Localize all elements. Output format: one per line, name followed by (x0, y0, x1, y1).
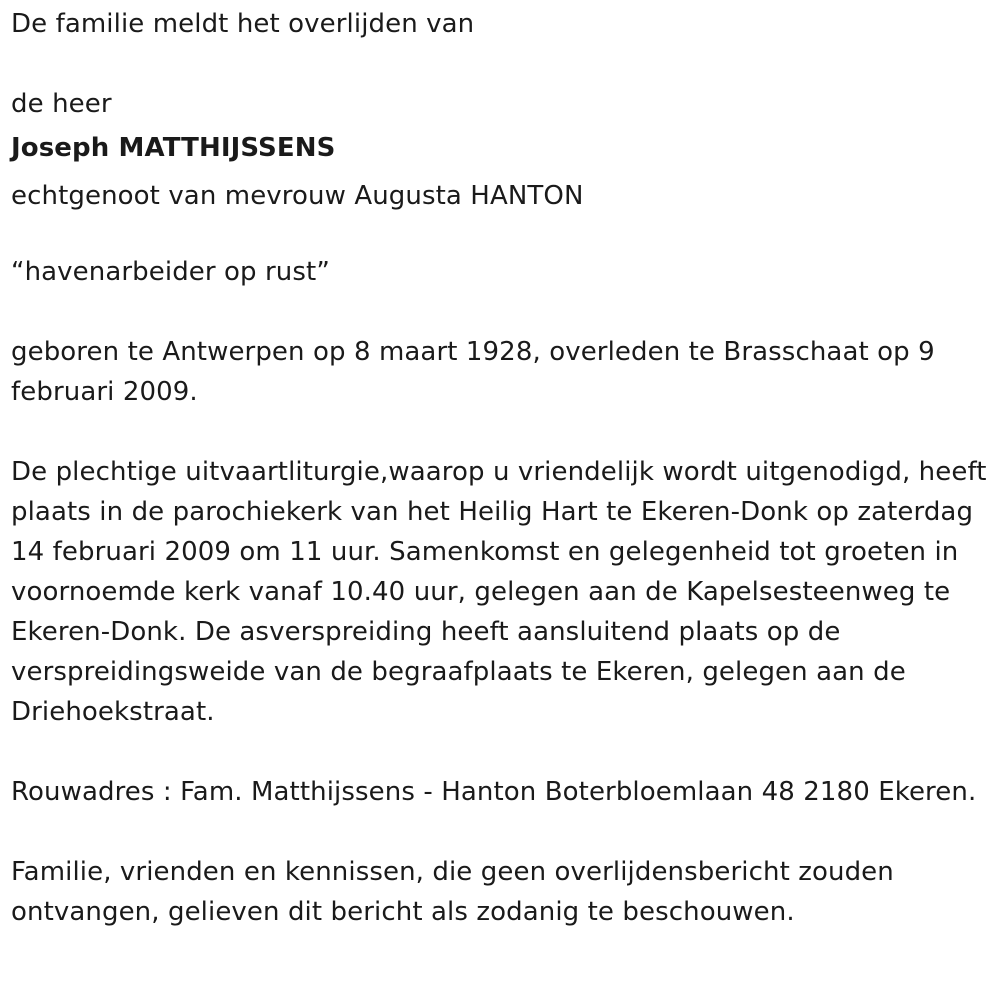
spacer (11, 412, 996, 452)
funeral-text: De plechtige uitvaartliturgie,waarop u vriendelijk wordt uitgenodigd, heeft plaats in de parochiekerk van het Heilig Hart te Ekeren-Donk op zaterdag 14 februari 2009 om 11 uur. Samenkomst en gelegenheid tot groeten in voornoemde kerk vanaf 10.40 uur, gelegen aan de Kapelsesteenweg te Ekeren-Donk. De asverspreiding heeft aansluitend plaats op de verspreidingsweide van de begraafplaats te Ekeren, gelegen aan de Driehoekstraat. (11, 457, 987, 727)
spacer (11, 292, 996, 332)
spacer (11, 220, 996, 252)
spacer (11, 732, 996, 772)
death-notice (11, 4, 996, 932)
spacer (11, 812, 996, 852)
intro-text: De familie meldt het overlijden van (11, 9, 475, 39)
closing-text: Familie, vrienden en kennissen, die geen overlijdensbericht zouden ontvangen, gelieven dit bericht als zodanig te beschouwen. (11, 857, 894, 927)
occupation-text: “havenarbeider op rust” (11, 257, 330, 287)
salutation-text: de heer (11, 89, 112, 119)
spouse-line: echtgenoot van mevrouw Augusta HANTON (11, 181, 584, 211)
address-text: Rouwadres : Fam. Matthijssens - Hanton Boterbloemlaan 48 2180 Ekeren. (11, 777, 977, 807)
deceased-name: Joseph MATTHIJSSENS (11, 133, 336, 163)
spacer (11, 44, 996, 84)
birth-death-text: geboren te Antwerpen op 8 maart 1928, overleden te Brasschaat op 9 februari 2009. (11, 337, 935, 407)
